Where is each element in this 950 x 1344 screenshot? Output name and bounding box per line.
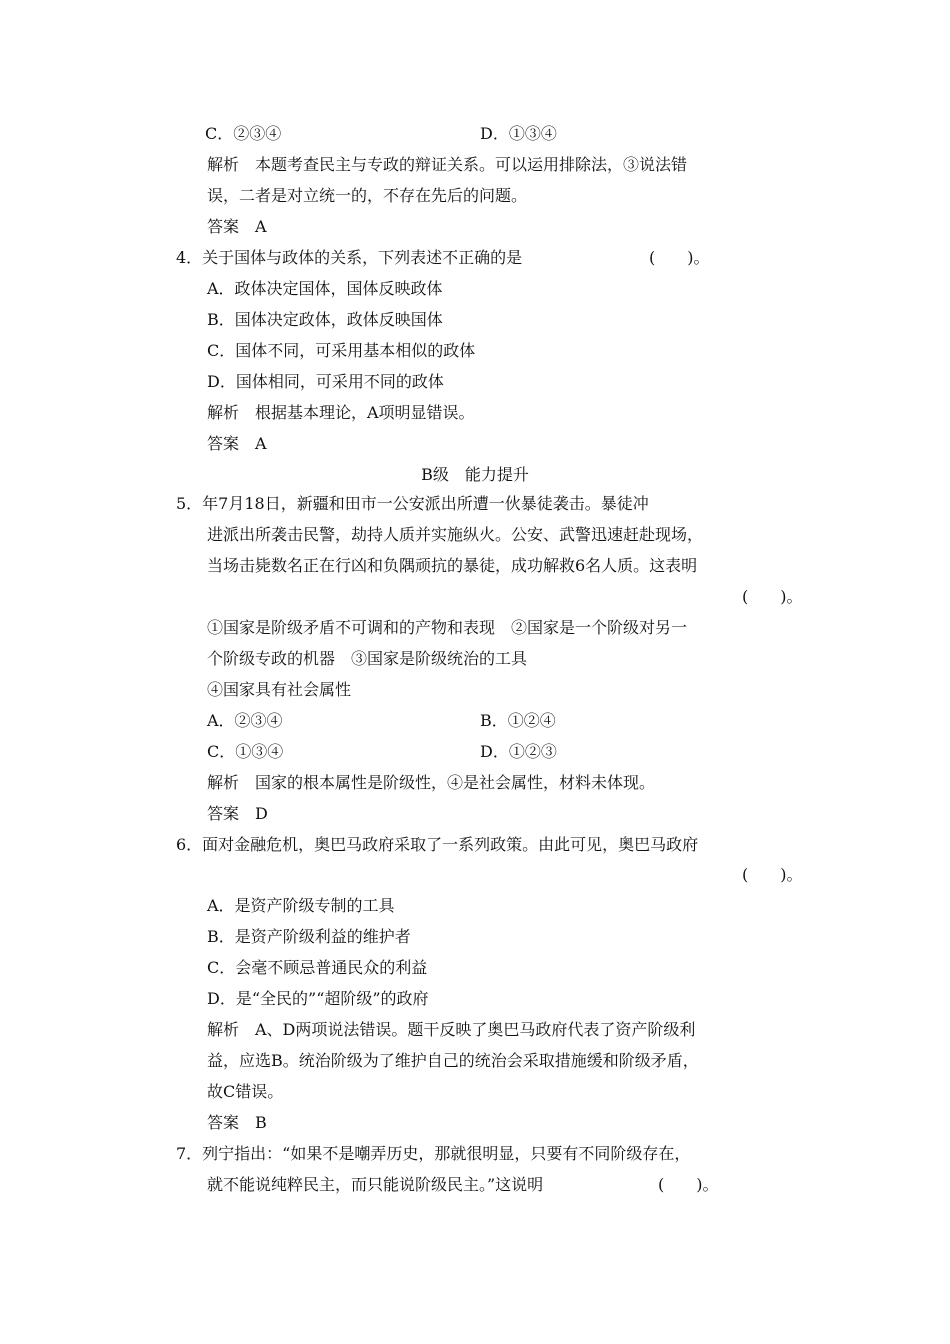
q6-option-d: D．是“全民的”“超阶级”的政府 [207,989,429,1008]
q7-stem-line1: 7．列宁指出：“如果不是嘲弄历史，那就很明显，只要有不同阶级存在， [176,1144,691,1163]
q6-option-c: C．会毫不顾忌普通民众的利益 [207,958,428,977]
q4-answer-bracket: ( )。 [649,248,710,267]
q5-option-c: C．①③④ [207,742,284,761]
q3-answer: 答案 A [207,217,267,236]
q5-option-d: D．①②③ [480,742,557,761]
q3-option-c: C．②③④ [205,124,282,143]
q7-answer-bracket: ( )。 [658,1175,719,1194]
q5-statement-line3: ④国家具有社会属性 [207,680,352,699]
q6-option-b: B．是资产阶级利益的维护者 [207,927,411,946]
q6-answer-bracket: ( )。 [742,865,803,884]
q5-answer-bracket: ( )。 [742,587,803,606]
q4-answer: 答案 A [207,434,267,453]
q5-statement-line2: 个阶级专政的机器 ③国家是阶级统治的工具 [207,649,528,668]
q5-stem-line1: 5．年7月18日，新疆和田市一公安派出所遭一伙暴徒袭击。暴徒冲 [176,494,649,513]
q6-analysis-line3: 故C错误。 [207,1082,284,1101]
q3-option-d: D．①③④ [480,124,557,143]
q5-answer: 答案 D [207,804,268,823]
q6-stem: 6．面对金融危机，奥巴马政府采取了一系列政策。由此可见，奥巴马政府 [176,835,699,854]
q5-analysis: 解析 国家的根本属性是阶级性，④是社会属性，材料未体现。 [207,773,656,792]
q6-analysis-line2: 益，应选B。统治阶级为了维护自己的统治会采取措施缓和阶级矛盾， [207,1051,699,1070]
q6-answer: 答案 B [207,1113,267,1132]
q5-option-a: A．②③④ [207,711,283,730]
q4-analysis: 解析 根据基本理论，A项明显错误。 [207,403,475,422]
q3-analysis-line1: 解析 本题考查民主与专政的辩证关系。可以运用排除法，③说法错 [207,155,688,174]
q4-option-b: B．国体决定政体，政体反映国体 [207,310,443,329]
q5-stem-line2: 进派出所袭击民警，劫持人质并实施纵火。公安、武警迅速赶赴现场， [207,525,704,544]
q3-analysis-line2: 误，二者是对立统一的，不存在先后的问题。 [207,186,528,205]
q4-option-c: C．国体不同，可采用基本相似的政体 [207,341,476,360]
section-heading: B级 能力提升 [421,465,529,484]
q4-option-d: D．国体相同，可采用不同的政体 [207,372,444,391]
q7-stem-line2: 就不能说纯粹民主，而只能说阶级民主。”这说明 [207,1175,544,1194]
q5-statement-line1: ①国家是阶级矛盾不可调和的产物和表现 ②国家是一个阶级对另一 [207,618,688,637]
q4-option-a: A．政体决定国体，国体反映政体 [207,279,443,298]
q6-option-a: A．是资产阶级专制的工具 [207,896,395,915]
q6-analysis-line1: 解析 A、D两项说法错误。题干反映了奥巴马政府代表了资产阶级利 [207,1020,696,1039]
q4-stem: 4．关于国体与政体的关系，下列表述不正确的是 [176,248,523,267]
q5-stem-line3: 当场击毙数名正在行凶和负隅顽抗的暴徒，成功解救6名人质。这表明 [207,556,698,575]
q5-option-b: B．①②④ [480,711,556,730]
